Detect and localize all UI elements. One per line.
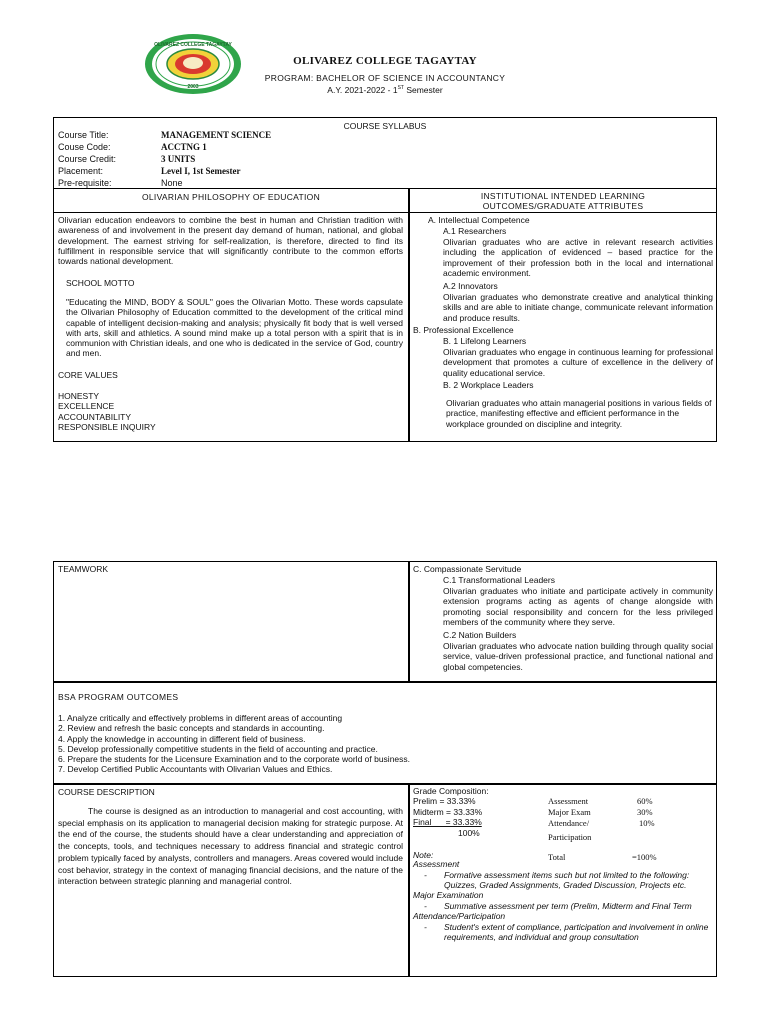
course-description-body [58,806,403,888]
teamwork-label: TEAMWORK [58,564,109,574]
outcome-a1-body: Olivarian graduates who are active in relevant research activities including the application of evidenced – based practice for the improvement of their profession both in the local and international academic environment. [443,237,713,278]
major-exam-text: Summative assessment per term (Prelim, Midterm and Final Term [444,901,692,911]
bsa-outcomes-list [58,713,618,775]
academic-year [230,85,540,95]
grade-row [548,807,698,818]
outcome-a2-title: A.2 Innovators [443,281,498,291]
major-exam-item: - Summative assessment per term (Prelim, Midterm and Final Term [424,901,714,911]
outcomes-heading-2: OUTCOMES/GRADUATE ATTRIBUTES [482,201,644,212]
logo-year: 2003 [187,84,199,90]
program-line: PROGRAM: BACHELOR OF SCIENCE IN ACCOUNTANCY [264,73,506,83]
outcome-b2-body: Olivarian graduates who attain managerial positions in various fields of practice, manifesting effective and efficient performance in the workplace grounded on discipline and integrity. [446,398,712,429]
field-row [58,166,458,178]
grade-total: 100% [458,827,480,838]
grade-label: Participation [548,831,592,842]
outcome-c2-body: Olivarian graduates who advocate nation building through quality social service, value-driven professional practice, and functional national and global competencies. [443,641,713,672]
outcome-c-title: C. Compassionate Servitude [413,564,522,574]
grade-value: 10% [639,818,655,829]
bsa-item: 6. Prepare the students for the Licensure Examination and to the corporate world of business. [58,754,411,765]
ay-text: A.Y. 2021-2022 - 1 [327,85,398,95]
outcome-a1-title: A.1 Researchers [443,226,507,236]
logo-ring-text: OLIVAREZ COLLEGE TAGAYTAY [154,42,232,48]
grade-value: 60% [637,796,653,806]
outcome-c1-body: Olivarian graduates who initiate and participate actively in community extension programs acting as agents of change alongside with promoting social responsibility and concern for the less privileged members of the community where they serve. [443,586,713,627]
core-values-list [58,391,156,432]
grade-label: Assessment [548,796,589,806]
motto-body: "Educating the MIND, BODY & SOUL" goes the Olivarian Motto. These words capsulate the Olivarian Philosophy of Education committed to the development of the critical mind capable of intelligent decision-making and analysis; physically fit body that is well versed with arts, skill and athletics. A sound mind make up a total person with a spirit that is in communion with Christian ideals, and one who is dedicated in the service of God, country and men. [66,297,403,359]
field-label: Course Credit: [58,154,117,164]
assessment-text: Formative assessment items such but not limited to the following: Quizzes, Graded Assignments, Graded Discussion, Projects etc. [444,870,690,891]
attendance-title: Attendance/Participation [413,911,506,921]
field-value: 3 UNITS [161,154,196,164]
field-row [58,142,458,154]
field-value: MANAGEMENT SCIENCE [161,130,272,140]
field-label: Pre-requisite: [58,178,112,188]
outcome-b1-title: B. 1 Lifelong Learners [443,336,527,346]
grade-row [548,830,698,843]
field-value: None [161,178,183,188]
core-value: EXCELLENCE [58,401,115,412]
college-name: OLIVAREZ COLLEGE TAGAYTAY [293,55,477,67]
course-description-heading: COURSE DESCRIPTION [58,787,155,797]
grade-row [548,818,698,829]
outcomes-heading [410,191,716,212]
core-value: ACCOUNTABILITY [58,411,132,422]
ay-tail: Semester [403,85,443,95]
motto-heading: SCHOOL MOTTO [66,278,135,288]
total-value: =100% [632,852,657,862]
field-value: Level I, 1st Semester [161,166,241,176]
note-label: Note: [413,850,434,860]
bsa-item: 1. Analyze critically and effectively problems in different areas of accounting [58,713,343,723]
bsa-heading: BSA PROGRAM OUTCOMES [58,692,179,702]
grade-term: Final = 33.33% [413,817,482,827]
attendance-text: Student's extent of compliance, participation and involvement in online requirements, and individual and group consultation [444,922,709,943]
outcomes-heading-1: INSTITUTIONAL INTENDED LEARNING [480,191,646,201]
outcome-a-title: A. Intellectual Competence [428,215,530,225]
grade-row [548,796,698,807]
bsa-item: 4. Apply the knowledge in accounting in different field of business. [58,733,306,744]
bsa-item: 2. Review and refresh the basic concepts and standards in accounting. [58,723,325,734]
field-label: Course Title: [58,130,109,140]
field-row [58,154,458,166]
ay-sup: ST [397,85,404,92]
grade-term: Midterm = 33.33% [413,806,483,817]
philosophy-body: Olivarian education endeavors to combine the best in human and Christian tradition with awareness of and involvement in the present day demand of human, national, and global development. The earnest striving for self-realization, is therefore, directed to find its fulfillment in responsible service that will significantly contribute to the common efforts towards national development. [58,215,403,267]
outcome-b-title: B. Professional Excellence [413,325,514,335]
field-value: ACCTNG 1 [161,142,207,152]
outcome-b1-body: Olivarian graduates who engage in continuous learning for professional development that promotes a culture of excellence in the delivery of quality educational service. [443,347,713,378]
grade-value: 30% [637,807,653,818]
philosophy-heading: OLIVARIAN PHILOSOPHY OF EDUCATION [141,192,321,202]
syllabus-title: COURSE SYLLABUS [343,121,427,131]
outcome-c1-title: C.1 Transformational Leaders [443,575,555,585]
bsa-item: 5. Develop professionally competitive students in the field of accounting and practice. [58,743,378,754]
grade-label: Major Exam [548,807,591,818]
grade-term: Prelim = 33.33% [413,796,476,806]
outcome-c2-title: C.2 Nation Builders [443,630,517,640]
course-fields [58,130,458,190]
grade-components [548,796,698,843]
outcome-b2-title: B. 2 Workplace Leaders [443,380,534,390]
bsa-item: 7. Develop Certified Public Accountants with Olivarian Values and Ethics. [58,764,333,775]
grade-label: Attendance/ [548,818,590,829]
total-label: Total [548,852,566,862]
grade-terms [413,796,482,838]
grade-heading: Grade Composition: [413,786,489,796]
core-value: HONESTY [58,391,100,401]
major-exam-title: Major Examination [413,890,484,900]
field-row [58,130,458,142]
college-logo [143,33,243,95]
assessment-item: - Formative assessment items such but not limited to the following: Quizzes, Graded Assignments, Graded Discussion, Projects etc. [424,870,714,891]
field-label: Placement: [58,166,104,176]
outcome-a2-body: Olivarian graduates who demonstrate creative and analytical thinking skills and are able to initiate change, communicate relevant information and produce results. [443,292,713,323]
course-description-text: The course is designed as an introduction to managerial and cost accounting, with special emphasis on its application to managerial decision making for strategic purpose. At the end of the course, the students should have a clear understanding and appreciation of the concepts, tools, and techniques necessary to address financial and strategic control problem typically faced by analysts, controllers and managers. Areas covered would include cost behavior, strategy in the context of managing financial decisions, and the nature of the interaction between strategic planning and managerial control. [58,806,403,887]
values-heading: CORE VALUES [58,370,118,380]
core-value: RESPONSIBLE INQUIRY [58,421,156,432]
attendance-item: - Student's extent of compliance, participation and involvement in online requirements, and individual and group consultation [424,922,714,943]
assessment-title: Assessment [413,859,460,869]
field-row [58,178,458,190]
field-label: Couse Code: [58,142,111,152]
